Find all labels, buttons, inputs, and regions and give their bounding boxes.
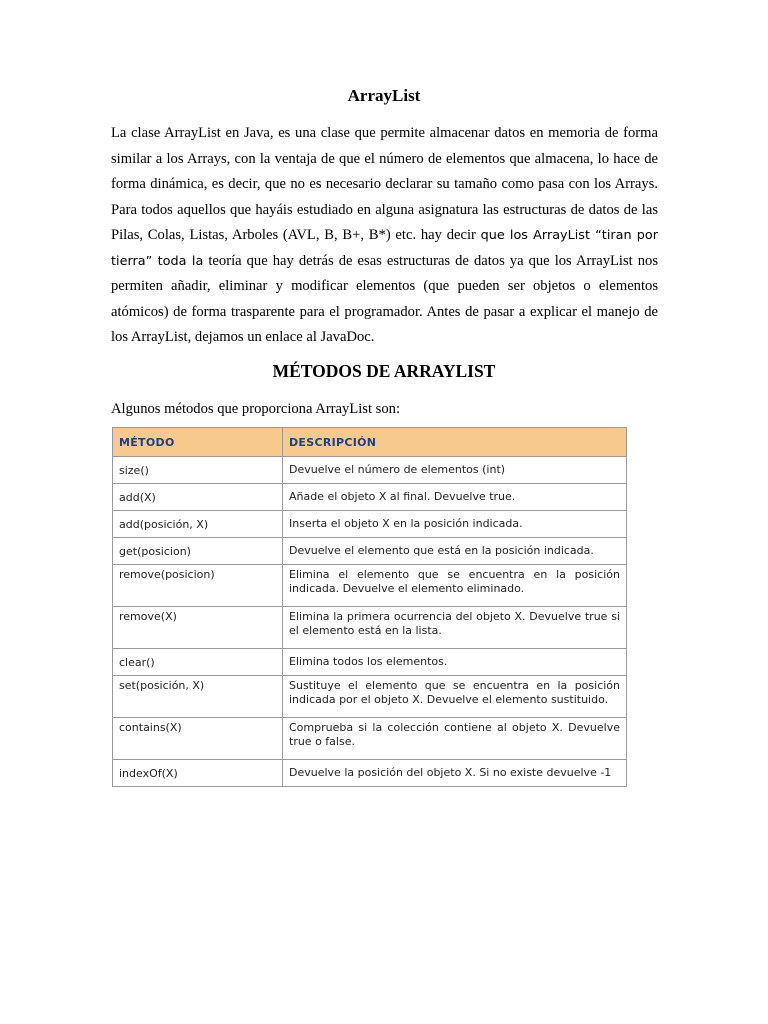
method-cell: contains(X) <box>113 718 283 760</box>
table-row <box>113 457 627 484</box>
table-row <box>113 676 627 718</box>
description-cell: Elimina la primera ocurrencia del objeto X. Devuelve true si el elemento está en la lista. <box>283 607 627 649</box>
method-cell: size() <box>113 457 283 484</box>
method-cell: remove(posicion) <box>113 565 283 607</box>
method-cell: remove(X) <box>113 607 283 649</box>
method-cell: set(posición, X) <box>113 676 283 718</box>
method-cell: add(X) <box>113 484 283 511</box>
description-cell: Añade el objeto X al final. Devuelve true. <box>283 484 627 511</box>
method-cell: clear() <box>113 649 283 676</box>
table-row <box>113 511 627 538</box>
method-cell: indexOf(X) <box>113 760 283 787</box>
table-row <box>113 649 627 676</box>
table-row <box>113 484 627 511</box>
description-column-header: DESCRIPCIÓN <box>283 428 627 457</box>
description-cell: Devuelve el elemento que está en la posición indicada. <box>283 538 627 565</box>
description-cell: Comprueba si la colección contiene al objeto X. Devuelve true o false. <box>283 718 627 760</box>
table-row <box>113 565 627 607</box>
table-row <box>113 718 627 760</box>
description-cell: Devuelve el número de elementos (int) <box>283 457 627 484</box>
intro-text-end: teoría que hay detrás de esas estructuras de datos ya que los ArrayList nos permiten añadir, eliminar y modificar elementos (que pueden ser objetos o elementos atómicos) de forma trasparente para el programador. Antes de pasar a explicar el manejo de los ArrayList, dejamos un enlace al JavaDoc. <box>111 252 659 345</box>
description-cell: Devuelve la posición del objeto X. Si no existe devuelve -1 <box>283 760 627 787</box>
table-row <box>113 538 627 565</box>
methods-lead-text: Algunos métodos que proporciona ArrayList son: <box>111 401 400 417</box>
methods-section-heading: MÉTODOS DE ARRAYLIST <box>272 361 496 381</box>
table-header-row <box>113 428 627 457</box>
method-column-header: MÉTODO <box>113 428 283 457</box>
intro-code-phrase: que los ArrayList “tiran por tierra” toda la <box>111 228 658 269</box>
method-cell: add(posición, X) <box>113 511 283 538</box>
page-title: ArrayList <box>347 86 421 105</box>
description-cell: Inserta el objeto X en la posición indicada. <box>283 511 627 538</box>
description-cell: Elimina todos los elementos. <box>283 649 627 676</box>
method-cell: get(posicion) <box>113 538 283 565</box>
table-row <box>113 760 627 787</box>
intro-text-start: La clase ArrayList en Java, es una clase que permite almacenar datos en memoria de forma similar a los Arrays, con la ventaja de que el número de elementos que almacena, lo hace de forma dinámica, es decir, que no es necesario declarar su tamaño como pasa con los Arrays. Para todos aquellos que hayáis estudiado en alguna asignatura las estructuras de datos de las Pilas, Colas, Listas, Arboles (AVL, B, B+, B*) etc. hay decir <box>111 125 658 243</box>
arraylist-methods-table <box>112 427 627 787</box>
intro-paragraph <box>111 121 658 351</box>
table-row <box>113 607 627 649</box>
description-cell: Elimina el elemento que se encuentra en la posición indicada. Devuelve el elemento eliminado. <box>283 565 627 607</box>
description-cell: Sustituye el elemento que se encuentra en la posición indicada por el objeto X. Devuelve el elemento sustituido. <box>283 676 627 718</box>
